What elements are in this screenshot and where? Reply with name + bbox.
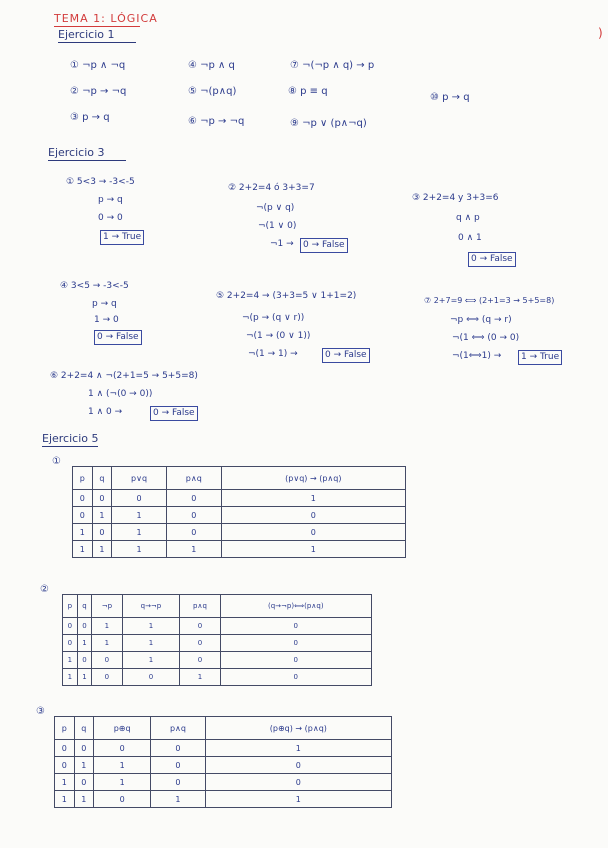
table-cell: 0 — [221, 507, 405, 524]
table-header-row — [55, 717, 392, 740]
table-cell: 0 — [166, 490, 221, 507]
table-cell: 1 — [166, 541, 221, 558]
ex3-line: ¬(1 → (0 ∨ 1)) — [246, 331, 311, 341]
ex3-result: 1 → True — [518, 350, 562, 365]
table-header-cell: p∧q — [166, 467, 221, 490]
truth-table-3 — [54, 716, 392, 808]
table-cell: 1 — [205, 740, 391, 757]
table-row — [55, 791, 392, 808]
table-cell: 1 — [74, 757, 94, 774]
table-cell: 1 — [112, 524, 167, 541]
table-cell: 0 — [220, 669, 371, 686]
table-header-cell: q — [74, 717, 94, 740]
table-header-cell: (q→¬p)⟺(p∧q) — [220, 595, 371, 618]
table-cell: 1 — [205, 791, 391, 808]
table-header-cell: p⊕q — [94, 717, 151, 740]
ex3-line: 1 ∧ (¬(0 → 0)) — [88, 389, 153, 399]
ex1-item: ③ p → q — [70, 112, 110, 123]
table-header-cell: p∧q — [180, 595, 220, 618]
ex3-line: ¬(p ∨ q) — [256, 203, 295, 213]
table-header-row — [73, 467, 406, 490]
ex3-line: ¬(1 ∨ 0) — [258, 221, 297, 231]
ex1-item: ② ¬p → ¬q — [70, 86, 127, 97]
table-cell: 0 — [92, 524, 112, 541]
corner-mark: ) — [598, 26, 603, 40]
table-cell: 0 — [112, 490, 167, 507]
ex3-line: ¬p ⟺ (q → r) — [450, 315, 512, 325]
table-cell: 0 — [205, 774, 391, 791]
table-cell: 0 — [77, 618, 92, 635]
table-cell: 0 — [180, 652, 220, 669]
table-row — [63, 652, 372, 669]
table-header-cell: p∨q — [112, 467, 167, 490]
table-cell: 1 — [92, 541, 112, 558]
ex3-result: 0 → False — [468, 252, 516, 267]
ex5-heading: Ejercicio 5 — [42, 432, 99, 445]
ex3-line: q ∧ p — [456, 213, 480, 223]
table-cell: 1 — [180, 669, 220, 686]
table-header-cell: p∧q — [151, 717, 205, 740]
ex1-item: ⑧ p ≡ q — [288, 86, 328, 97]
ex3-line: ¬(1⟺1) → — [452, 351, 502, 361]
table-cell: 0 — [151, 774, 205, 791]
table-header-cell: p — [63, 595, 78, 618]
table-cell: 0 — [73, 490, 93, 507]
table-cell: 1 — [92, 618, 122, 635]
table-cell: 0 — [122, 669, 180, 686]
table-row — [55, 757, 392, 774]
table-cell: 1 — [63, 652, 78, 669]
table-row — [55, 740, 392, 757]
table-row — [73, 541, 406, 558]
ex3-line: 0 → 0 — [98, 213, 123, 223]
table-cell: 0 — [180, 618, 220, 635]
table-cell: 0 — [221, 524, 405, 541]
ex3-line: ⑥ 2+2=4 ∧ ¬(2+1=5 → 5+5=8) — [50, 371, 198, 381]
ex3-line: ¬1 → — [270, 239, 294, 249]
ex3-result: 0 → False — [150, 406, 198, 421]
ex1-item: ⑤ ¬(p∧q) — [188, 86, 237, 97]
table-cell: 0 — [55, 757, 75, 774]
table-cell: 1 — [77, 635, 92, 652]
ex3-line: 0 ∧ 1 — [458, 233, 482, 243]
table-cell: 0 — [220, 618, 371, 635]
table-cell: 0 — [220, 652, 371, 669]
table-row — [73, 507, 406, 524]
ex3-line: ¬(1 → 1) → — [248, 349, 298, 359]
table-header-cell: (p∨q) → (p∧q) — [221, 467, 405, 490]
table-3-number: ③ — [36, 706, 45, 717]
ex3-line: ④ 3<5 → -3<-5 — [60, 281, 129, 291]
ex3-result: 0 → False — [322, 348, 370, 363]
table-cell: 0 — [151, 757, 205, 774]
table-row — [55, 774, 392, 791]
table-header-cell: (p⊕q) → (p∧q) — [205, 717, 391, 740]
ex1-item: ⑥ ¬p → ¬q — [188, 116, 245, 127]
table-cell: 0 — [77, 652, 92, 669]
table-cell: 0 — [74, 740, 94, 757]
title-underline — [54, 26, 140, 27]
ex3-line: 1 → 0 — [94, 315, 119, 325]
table-header-cell: q — [77, 595, 92, 618]
table-cell: 1 — [112, 507, 167, 524]
table-2-number: ② — [40, 584, 49, 595]
ex1-item: ④ ¬p ∧ q — [188, 60, 235, 71]
ex1-item: ① ¬p ∧ ¬q — [70, 60, 126, 71]
table-cell: 0 — [63, 635, 78, 652]
table-cell: 1 — [73, 524, 93, 541]
table-cell: 0 — [166, 524, 221, 541]
table-row — [63, 618, 372, 635]
ex3-result: 0 → False — [94, 330, 142, 345]
table-cell: 1 — [151, 791, 205, 808]
table-row — [63, 669, 372, 686]
table-cell: 0 — [220, 635, 371, 652]
table-cell: 0 — [63, 618, 78, 635]
table-cell: 1 — [92, 507, 112, 524]
table-row — [73, 490, 406, 507]
table-cell: 1 — [63, 669, 78, 686]
table-cell: 1 — [122, 635, 180, 652]
table-cell: 1 — [77, 669, 92, 686]
ex3-line: ¬(1 ⟺ (0 → 0) — [452, 333, 520, 343]
table-cell: 0 — [55, 740, 75, 757]
table-cell: 0 — [74, 774, 94, 791]
ex5-heading-underline — [42, 446, 98, 447]
table-cell: 1 — [122, 652, 180, 669]
table-cell: 1 — [112, 541, 167, 558]
table-cell: 1 — [221, 490, 405, 507]
table-cell: 1 — [74, 791, 94, 808]
table-cell: 1 — [92, 635, 122, 652]
ex1-item: ⑩ p → q — [430, 92, 470, 103]
ex1-item: ⑨ ¬p ∨ (p∧¬q) — [290, 118, 367, 129]
ex3-line: ① 5<3 → -3<-5 — [66, 177, 135, 187]
table-cell: 0 — [94, 740, 151, 757]
ex3-line: 1 ∧ 0 → — [88, 407, 123, 417]
table-header-cell: p — [55, 717, 75, 740]
table-cell: 0 — [94, 791, 151, 808]
ex3-heading-underline — [48, 160, 126, 161]
table-cell: 1 — [221, 541, 405, 558]
ex1-heading: Ejercicio 1 — [58, 28, 115, 41]
table-row — [63, 635, 372, 652]
table-header-cell: q — [92, 467, 112, 490]
ex3-line: ¬(p → (q ∨ r)) — [242, 313, 305, 323]
table-cell: 0 — [151, 740, 205, 757]
truth-table-2 — [62, 594, 372, 686]
table-cell: 0 — [73, 507, 93, 524]
table-header-cell: p — [73, 467, 93, 490]
ex3-line: ② 2+2=4 ó 3+3=7 — [228, 183, 315, 193]
ex3-result: 1 → True — [100, 230, 144, 245]
ex3-result: 0 → False — [300, 238, 348, 253]
table-cell: 0 — [205, 757, 391, 774]
ex3-line: ⑦ 2+7=9 ⟺ (2+1=3 → 5+5=8) — [424, 296, 555, 305]
page-title: TEMA 1: LÓGICA — [54, 12, 158, 25]
ex1-heading-underline — [58, 42, 136, 43]
table-1-number: ① — [52, 456, 61, 467]
ex1-item: ⑦ ¬(¬p ∧ q) → p — [290, 60, 375, 71]
table-cell: 1 — [55, 791, 75, 808]
ex3-heading: Ejercicio 3 — [48, 146, 105, 159]
table-cell: 1 — [122, 618, 180, 635]
table-cell: 0 — [92, 490, 112, 507]
table-row — [73, 524, 406, 541]
table-cell: 1 — [94, 774, 151, 791]
ex3-line: ⑤ 2+2=4 → (3+3=5 ∨ 1+1=2) — [216, 291, 357, 301]
table-cell: 1 — [55, 774, 75, 791]
table-cell: 0 — [166, 507, 221, 524]
table-cell: 1 — [94, 757, 151, 774]
table-cell: 0 — [92, 669, 122, 686]
ex3-line: p → q — [98, 195, 123, 205]
table-header-cell: q→¬p — [122, 595, 180, 618]
table-cell: 1 — [73, 541, 93, 558]
table-cell: 0 — [180, 635, 220, 652]
table-header-cell: ¬p — [92, 595, 122, 618]
truth-table-1 — [72, 466, 406, 558]
table-header-row — [63, 595, 372, 618]
table-cell: 0 — [92, 652, 122, 669]
ex3-line: ③ 2+2=4 y 3+3=6 — [412, 193, 499, 203]
ex3-line: p → q — [92, 299, 117, 309]
